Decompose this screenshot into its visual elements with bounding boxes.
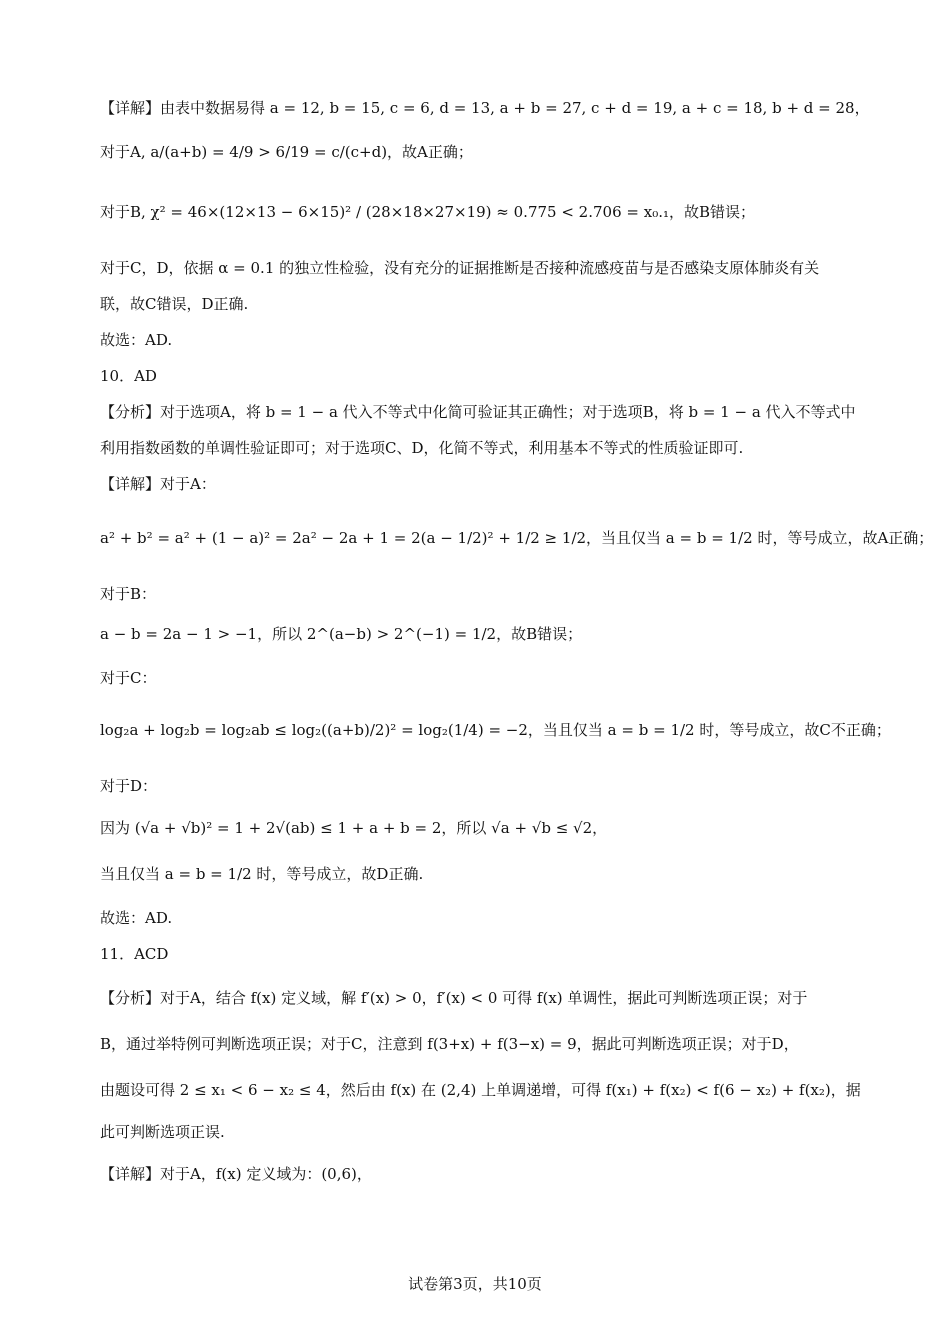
text-line-13: a − b = 2a − 1 > −1，所以 2^(a−b) > 2^(−1) = 1/2，故B错误； [100, 625, 583, 643]
text-line-12: 对于B： [100, 585, 157, 603]
text-line-1: 【详解】由表中数据易得 a = 12, b = 15, c = 6, d = 13, a + b = 27, c + d = 19, a + c = 18, b + d = 28， [100, 99, 870, 117]
text-line-14: 对于C： [100, 669, 157, 687]
text-line-24: 此可判断选项正误. [100, 1123, 225, 1141]
text-line-2: 对于A, a/(a+b) = 4/9 > 6/19 = c/(c+d)，故A正确； [100, 143, 473, 161]
text-line-21: 【分析】对于A，结合 f(x) 定义域，解 f′(x) > 0，f′(x) < 0 可得 f(x) 单调性，据此可判断选项正误；对于 [100, 989, 808, 1007]
text-line-9: 利用指数函数的单调性验证即可；对于选项C、D，化简不等式，利用基本不等式的性质验证即可. [100, 439, 744, 457]
text-line-11: a² + b² = a² + (1 − a)² = 2a² − 2a + 1 = 2(a − 1/2)² + 1/2 ≥ 1/2，当且仅当 a = b = 1/2 时，等号成立，故A正确； [100, 529, 934, 547]
text-line-8: 【分析】对于选项A，将 b = 1 − a 代入不等式中化简可验证其正确性；对于选项B，将 b = 1 − a 代入不等式中 [100, 403, 856, 421]
text-line-19: 故选：AD. [100, 909, 173, 927]
text-line-18: 当且仅当 a = b = 1/2 时，等号成立，故D正确. [100, 865, 424, 883]
text-line-25: 【详解】对于A，f(x) 定义域为：(0,6)， [100, 1165, 372, 1183]
text-line-6: 故选：AD. [100, 331, 173, 349]
text-line-17: 因为 (√a + √b)² = 1 + 2√(ab) ≤ 1 + a + b = 2，所以 √a + √b ≤ √2， [100, 819, 608, 837]
text-line-23: 由题设可得 2 ≤ x₁ < 6 − x₂ ≤ 4，然后由 f(x) 在 (2,4) 上单调递增，可得 f(x₁) + f(x₂) < f(6 − x₂) + f(x₂)，据 [100, 1081, 861, 1099]
text-line-5: 联，故C错误，D正确. [100, 295, 249, 313]
text-line-15: log₂a + log₂b = log₂ab ≤ log₂((a+b)/2)² = log₂(1/4) = −2，当且仅当 a = b = 1/2 时，等号成立，故C不正确； [100, 721, 891, 739]
page-footer: 试卷第3页，共10页 [408, 1275, 542, 1293]
text-line-4: 对于C，D，依据 α = 0.1 的独立性检验，没有充分的证据推断是否接种流感疫苗与是否感染支原体肺炎有关 [100, 259, 820, 277]
text-line-20: 11．ACD [100, 945, 169, 963]
text-line-16: 对于D： [100, 777, 158, 795]
text-line-22: B，通过举特例可判断选项正误；对于C，注意到 f(3+x) + f(3−x) = 9，据此可判断选项正误；对于D， [100, 1035, 799, 1053]
text-line-3: 对于B, χ² = 46×(12×13 − 6×15)² / (28×18×27×19) ≈ 0.775 < 2.706 = x₀.₁，故B错误； [100, 203, 756, 221]
text-line-10: 【详解】对于A： [100, 475, 216, 493]
text-line-7: 10．AD [100, 367, 157, 385]
